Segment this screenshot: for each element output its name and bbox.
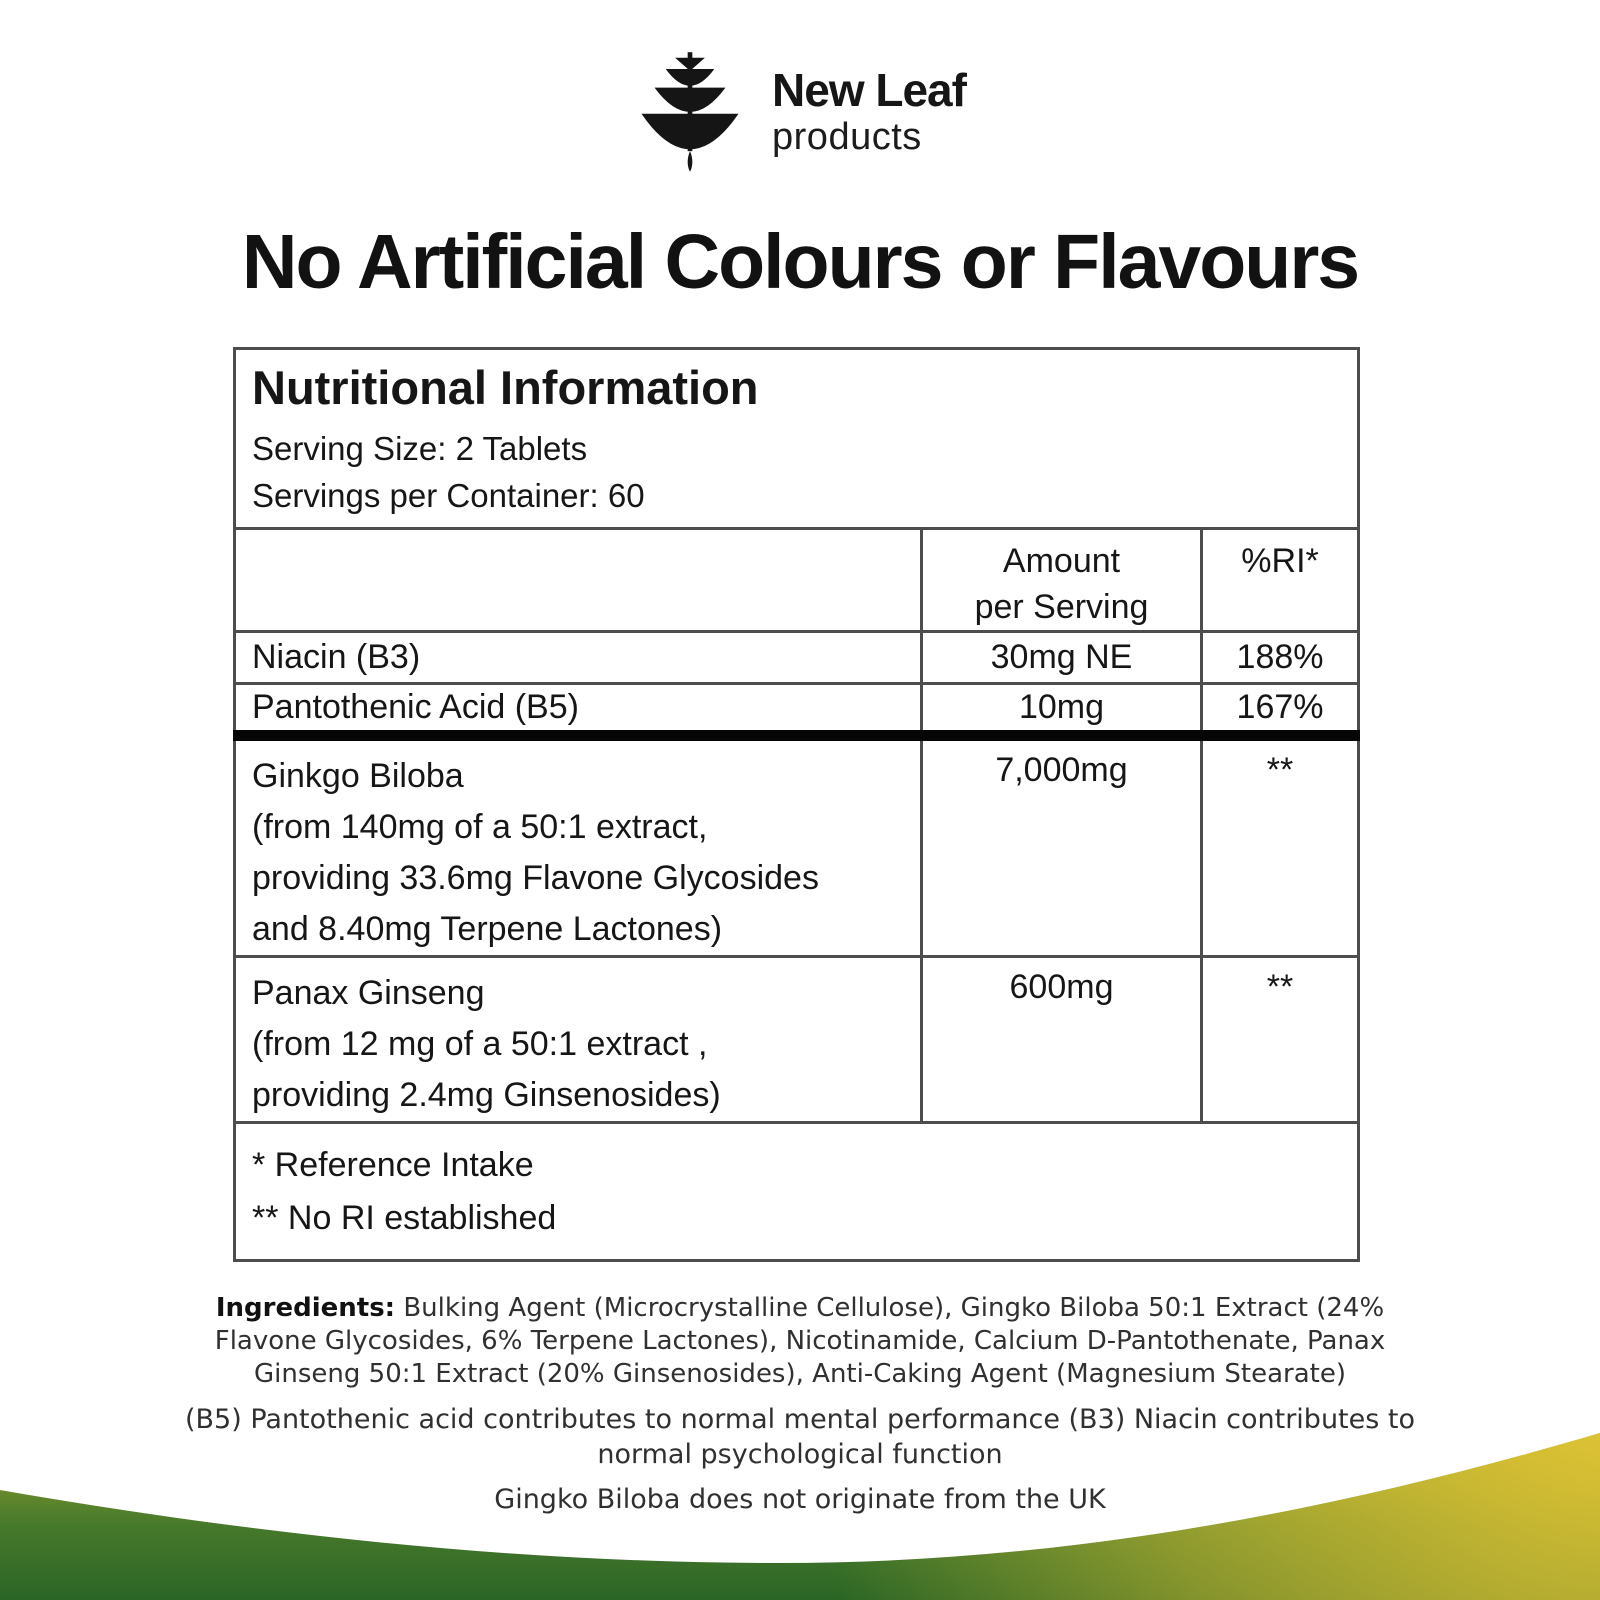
servings-per-container: Servings per Container: 60 <box>252 477 645 514</box>
nutrient-ri: 167% <box>1202 684 1359 736</box>
column-header-amount <box>922 529 1202 632</box>
amount-header-line2: per Serving <box>974 588 1149 626</box>
nutrient-amount: 30mg NE <box>922 632 1202 684</box>
ingredients-label: Ingredients: <box>215 1293 396 1323</box>
nutrient-ri: ** <box>1202 957 1359 1123</box>
nutrient-name-line: (from 140mg of a 50:1 extract, <box>252 808 708 846</box>
amount-header-line1: Amount <box>1002 542 1121 580</box>
nutrient-name-line: Ginkgo Biloba <box>252 757 464 795</box>
brand-name <box>772 64 966 158</box>
ingredients-text: Bulking Agent (Microcrystalline Cellulose), Gingko Biloba 50:1 Extract (24% Flavone Glycosides, 6% Terpene Lactones), Nicotinamide, Calcium D-Pantothenate, Panax Ginseng 50:1 Extract (20% Ginsenosides), Anti-Caking Agent (Magnesium Stearate) <box>214 1293 1386 1389</box>
headline-claim: No Artificial Colours or Flavours <box>241 219 1359 305</box>
table-header-cell <box>235 349 1359 529</box>
nutrient-name-line: providing 2.4mg Ginsenosides) <box>252 1076 721 1114</box>
table-row-niacin <box>235 632 1359 684</box>
nutrient-ri: 188% <box>1202 632 1359 684</box>
brand-name-bottom: products <box>772 115 922 158</box>
nutrient-name: Niacin (B3) <box>235 632 922 684</box>
table-row-pantothenic <box>235 684 1359 736</box>
table-title: Nutritional Information <box>252 361 759 414</box>
nutrient-amount: 10mg <box>922 684 1202 736</box>
health-claim: (B5) Pantothenic acid contributes to normal mental performance (B3) Niacin contributes to normal psychological function <box>184 1404 1416 1470</box>
ingredients-paragraph <box>175 1292 1425 1391</box>
brand-logo <box>0 50 1600 172</box>
column-header-ri: %RI* <box>1202 529 1359 632</box>
nutrient-name-line: (from 12 mg of a 50:1 extract , <box>252 1025 708 1063</box>
serving-size: Serving Size: 2 Tablets <box>252 430 588 467</box>
column-header-row <box>235 529 1359 632</box>
origin-note: Gingko Biloba does not originate from the UK <box>494 1484 1106 1515</box>
table-row-ginkgo <box>235 736 1359 957</box>
footnote-no-ri: ** No RI established <box>252 1198 557 1237</box>
column-header-spacer <box>235 529 922 632</box>
nutrition-panel <box>233 347 1357 1262</box>
nutrient-name-line: and 8.40mg Terpene Lactones) <box>252 910 723 948</box>
nutrient-amount: 7,000mg <box>922 736 1202 957</box>
nutrient-name-line: providing 33.6mg Flavone Glycosides <box>252 859 819 897</box>
nutrient-name <box>235 736 922 957</box>
nutrient-amount: 600mg <box>922 957 1202 1123</box>
bottom-gradient-band <box>0 1425 1600 1600</box>
nutrient-name-line: Panax Ginseng <box>252 974 485 1012</box>
table-row-panax <box>235 957 1359 1123</box>
nutrient-name: Pantothenic Acid (B5) <box>235 684 922 736</box>
brand-name-top: New Leaf <box>772 64 966 117</box>
tree-tiers-icon <box>634 50 746 172</box>
nutrient-name <box>235 957 922 1123</box>
nutrient-ri: ** <box>1202 736 1359 957</box>
footnote-reference-intake: * Reference Intake <box>252 1145 534 1184</box>
nutrition-table <box>233 347 1360 1262</box>
table-footnotes <box>235 1123 1359 1261</box>
